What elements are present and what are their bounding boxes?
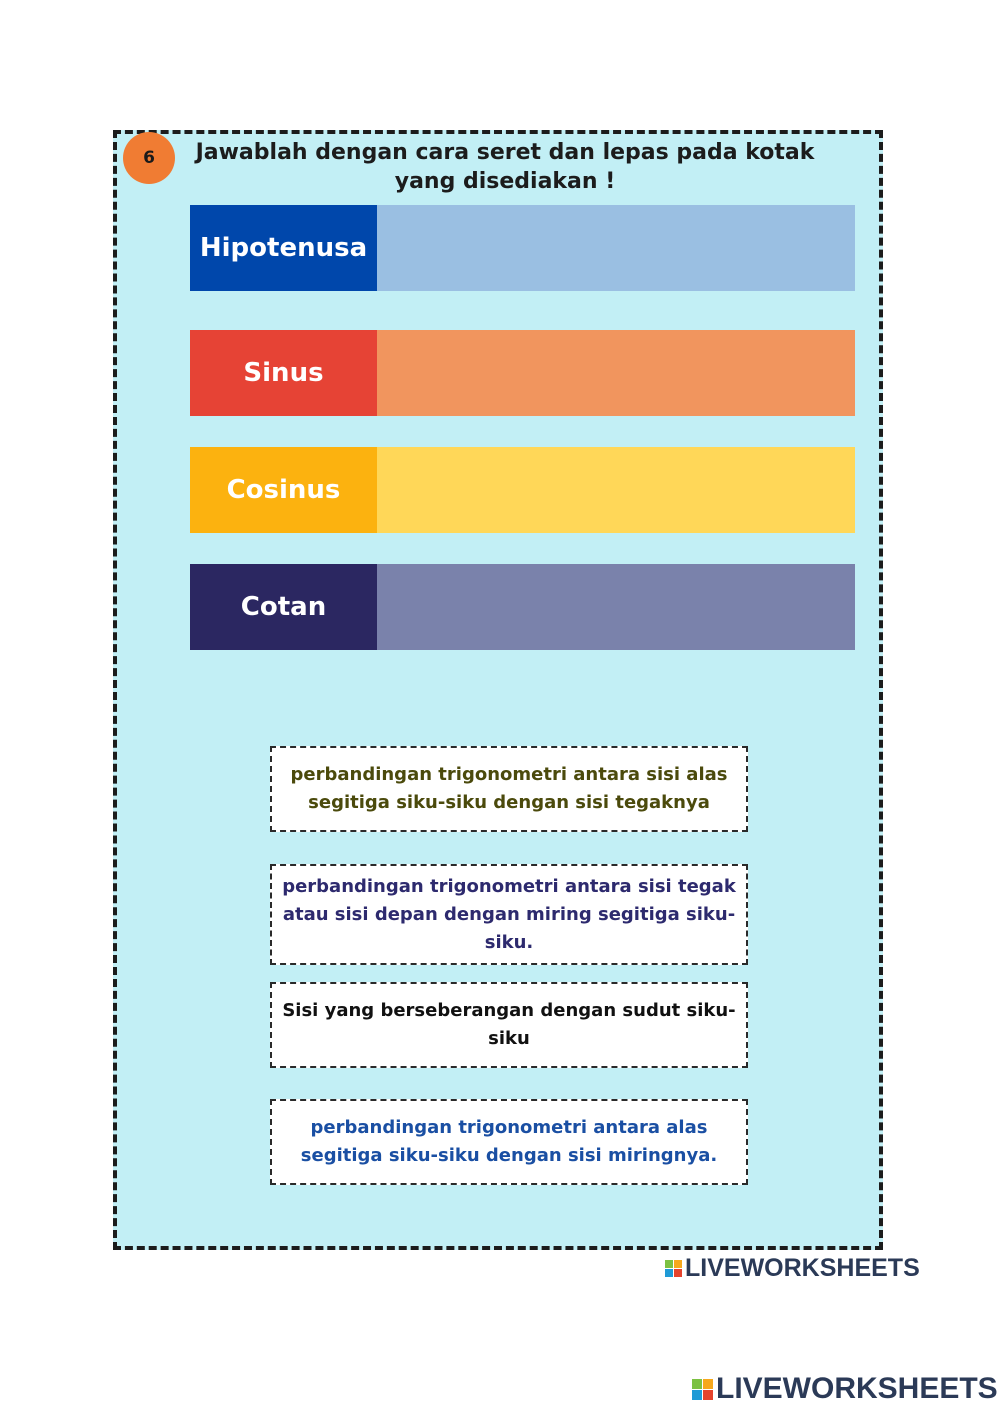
answer-card-text: perbandingan trigonometri antara sisi tegak atau sisi depan dengan miring segitiga siku-siku.	[282, 875, 736, 953]
match-row-cotan	[190, 564, 855, 650]
term-label-cotan: Cotan	[190, 564, 377, 650]
liveworksheets-mark-icon	[692, 1379, 713, 1400]
term-label-hipotenusa: Hipotenusa	[190, 205, 377, 291]
match-row-hipotenusa	[190, 205, 855, 291]
instruction-text: Jawablah dengan cara seret dan lepas pada kotak yang disediakan !	[195, 140, 815, 194]
drop-zone-cotan[interactable]	[377, 564, 855, 650]
draggable-answer-card[interactable]	[270, 746, 748, 832]
question-number-badge	[123, 132, 175, 184]
answer-card-text: perbandingan trigonometri antara sisi alas segitiga siku-siku dengan sisi tegaknya	[290, 764, 728, 813]
answer-card-text: perbandingan trigonometri antara alas segitiga siku-siku dengan sisi miringnya.	[300, 1117, 718, 1166]
term-label-sinus: Sinus	[190, 330, 377, 416]
drop-zone-hipotenusa[interactable]	[377, 205, 855, 291]
logo-text: LIVEWORKSHEETS	[685, 1254, 920, 1282]
draggable-answer-card[interactable]	[270, 1099, 748, 1185]
draggable-answer-card[interactable]	[270, 864, 748, 965]
question-number: 6	[143, 148, 155, 168]
match-row-cosinus	[190, 447, 855, 533]
drop-zone-sinus[interactable]	[377, 330, 855, 416]
liveworksheets-logo	[665, 1254, 920, 1283]
logo-text: LIVEWORKSHEETS	[716, 1372, 998, 1405]
answer-card-text: Sisi yang berseberangan dengan sudut siku-siku	[282, 1000, 736, 1049]
drop-zone-cosinus[interactable]	[377, 447, 855, 533]
liveworksheets-mark-icon	[665, 1260, 682, 1277]
draggable-answer-card[interactable]	[270, 982, 748, 1068]
term-label-cosinus: Cosinus	[190, 447, 377, 533]
match-row-sinus	[190, 330, 855, 416]
liveworksheets-footer-logo	[692, 1372, 998, 1406]
question-frame	[113, 130, 883, 1250]
